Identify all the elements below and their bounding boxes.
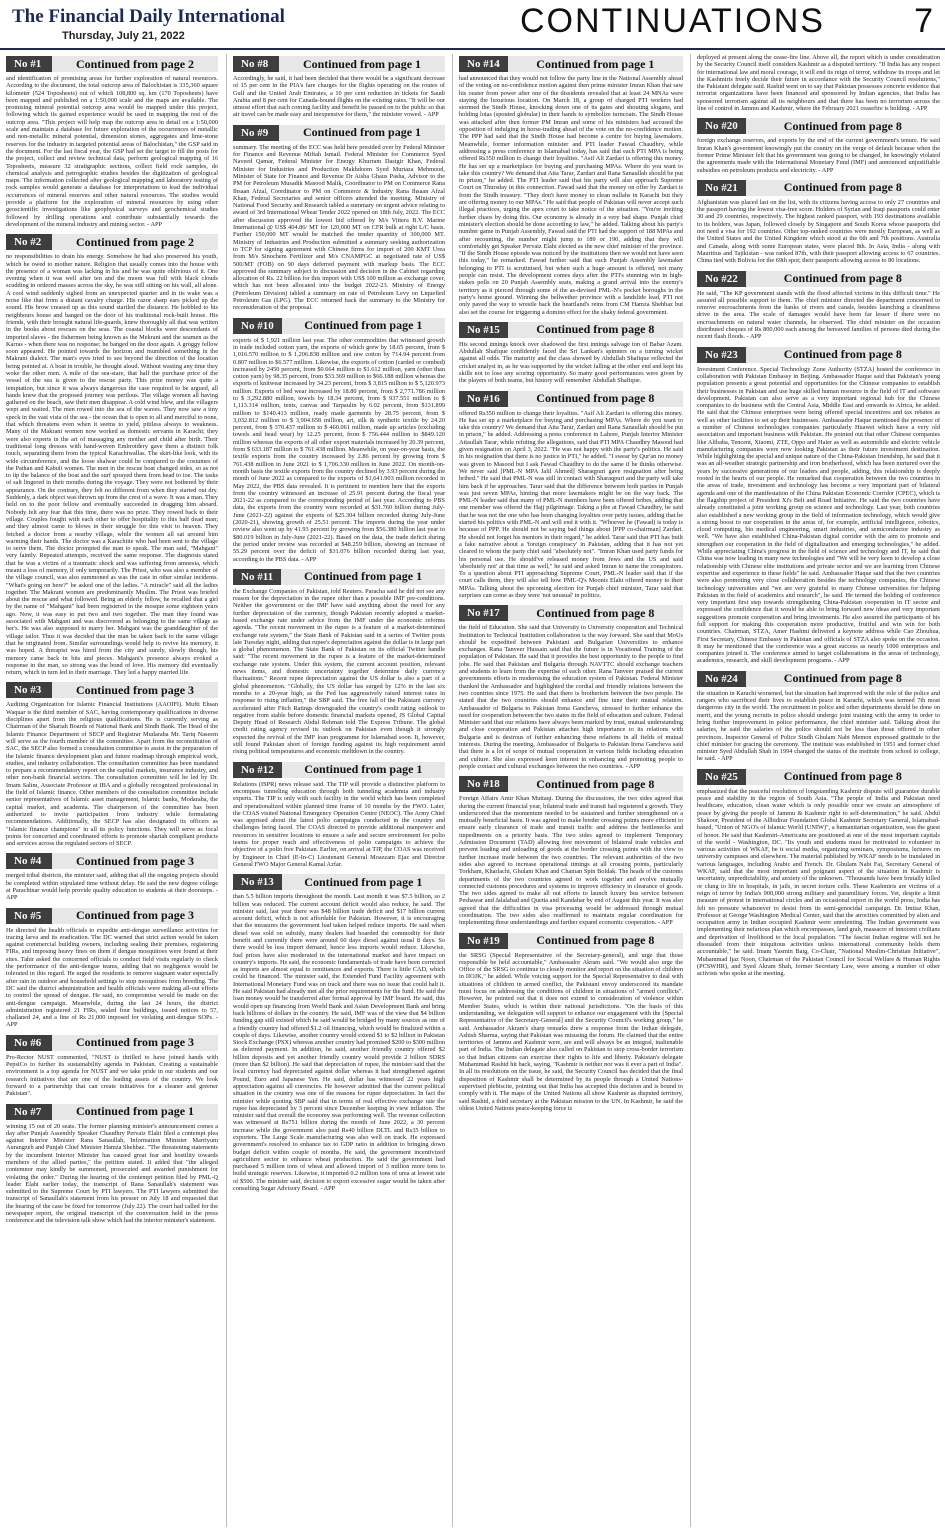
continued-from-label: Continued from page 8 (783, 671, 902, 686)
story (6, 56, 218, 228)
story-number-tag: No #9 (233, 125, 279, 141)
story-body: Relations (ISPR) news release said. The TIP will provide a distinctive platform to encompass tunneling education through both tunneling academia and industry experts. The TIP is only with such facility in the world which has been completed and operationalized within planned time frame of 10 months by the FWO. Later, the COAS visited National Emergency Operation Centre (NEOC). The Army Chief was apprised about the latest polio campaigns conducted in the country and challenges being faced. The COAS directed to provide additional manpower and resources in sensitive locations to ensure a safe and secure environment for polio teams for proper reach and effectiveness of polio campaigns to achieve the objective of a polio free Pakistan. Earlier, on arrival at TIP, the COAS was received by Engineer in Chief (E-In-C) Lieutenant General Moazzam Ejaz and Director General FWO Major General Kamal Azfar. (233, 780, 445, 868)
story-body: His second innings knock over shadowed the first innings salvage ton of Babar Azam. Abdullah Shafique confidently faced the Sri Lankan's spinners on a turning wicket against all odds. The maturity and the class showed by Abdullah Shafique reflected the cricket analyst in, as he was supported by the wicket falling at the other end and kept his skills not to lose any scoring opportunity. So many good performances were given by the players of both teams, but history will remember Abdullah Shafique. (459, 340, 683, 385)
story-number-tag: No #6 (6, 1035, 52, 1051)
story-header (233, 569, 445, 585)
story-number-tag: No #11 (233, 569, 281, 585)
story-body: Investment Conference. Special Technology Zone Authority (STZA) hosted the conference in collaboration with Pakistan Embassy in Beijing. Ambassador Haque said that Pakistan's young population presents a great potential and opportunities for the Chinese companies to establish their businesses in Pakistan and use huge skilled human resource in the field of IT and software development. Pakistan can also serve as a very important regional hub for the Chinese companies to do business with the Central Asia, Middle East and onwards to Africa, he added. He said that the Chinese enterprises were being offered special incentives and tax rebates as well as other facilities to set up their businesses. Ambassador Haque mentioned the presence of a number of Chinese technologies companies particularly Huawei which have a very old association and important business with Pakistan. He pointed out that other Chinese companies like Alibaba, Tencent, Xiaomi, ZTE, Oppo and Haier as well as automobile and electric vehicle manufacturing companies were now looking Pakistan as their future investment destination. While highlighting the special and unique nature of the China-Pakistan friendship, he said that it was an all-weather strategic partnership and iron brotherhood, which has been nurtured over the years by successive generations of our leaders and people, adding, this relationship is deeply rooted in the hearts of our people. He remarked that cooperation between the two countries in the areas of trade, investment and technology has become a very important part of bilateral agenda and one of the manifestation of the China Pakistan Economic Corridor (CPEC), which is the flagship project of President Xi's Belt and Road Initiative. He said the two countries have already constituted a joint working group on science and technology. Last year, both countries also established a new working group in the field of information technology, which would give a strong boost to our cooperation in the areas of, for example, artificial intelligence, robotics, cloud computing, bio medical engineering, smart industries, and semiconductor industry as well. "We have also established China-Pakistan digital corridor with the aim to promote and strengthen our cooperation in the field of digitalization and emerging technologies," he added. While appreciating China's progress in the field of science and technology and IT, he said that China was now leading in many new technologies and "We will be very keen to develop a close relationship with Chinese elite institutions and private sector and we are learning from Chinese expertise and experience in these fields" he said. Ambassador Haque said that the two countries were also promoting very close collaboration besides the technology companies, the Chinese technology universities and "we are very grateful to many Chinese universities for helping Pakistan in the field of academics and research", he said. He termed the holding of conference very important first step towards strengthening China-Pakistan cooperation in IT sector and expressed the confidence that it would be able to bring forward new ideas and very important suggestions promote cooperation and bring investments. He also assured the participants of his full support for making this cooperation more productive, fruitful and win win for both countries. Chairman, STZA, Amer Hashmi delivered a keynote address while Cao Zhouhua, First Secretary, Chinese Embassy in Pakistan and officials of STZA also spoke on the occasion. It may be mentioned that the conference was a great success as nearly 1000 enterprises and companies joined it. The conference aimed to target collaborations in the areas of technology, academics, research, and skill development programs. - APP (697, 365, 940, 665)
story-body: deployed at present along the cease-fire line. Above all, the report which is under consideration by the Security Council itself considers Kashmir as a disputed territory. "If India has any respect for international law and moral courage, it will end its reign of terror, withdraw its troops and let the Kashmiris freely decide their future in accordance with the Security Council resolutions," the Pakistani delegate said. Rashid went on to say that Pakistan possesses concrete evidence that terrorist organizations have been financed and sponsored by Indian agencies, that India has sponsored terrorism against all its neighbours and that there has been no terrorism across the line of control in Jammu and Kashmir, where the February 2021 ceasefire is holding. - APP (697, 54, 940, 113)
story-header (697, 180, 940, 196)
story-body: foreign exchange reserves, and exports by the end of the current government's tenure. He said Imran Khan's government knowingly put the country on the verge of default because when the former Prime Minister felt that his government was going to be changed, he knowingly violated the agreements made with the International Monetary Fund (IMF) and announced unjustifiable subsidies on petroleum products and electricity. - APP (697, 137, 940, 174)
story (6, 853, 218, 901)
story (233, 56, 445, 119)
story-body: and identification of promising areas for further exploration of natural resources. According to the document, the total outcrop area of Balochistan is 335,360 square kilometer (524 Toposheets) out of which 108,800 sq. km (170 Toposheets) have been mapped and published on a 1:50,000 scale and the maps are available. The promising mineral potential outcrop area would be mapped under this project, following which its gained experience would be used in mapping the rest of the outcrop area. "This project will help map the outcrop area in detail on a 1:50,000 scale and maintain a database for future exploration of the occurrences of metallic and non-metallic mineral potential, dimension stones, aggregates and lime-stone reserves for the industry in targeted potential areas of Balochistan," the GSP said in the document. For the last fiscal year, the GSP had set the target to fill the posts for the project, collect and review technical data, perform geological mapping of 16 Toposheets, measure 32 stratigraphic sections, collect field rock samples, do chemical analysis and petrographic studies besides the digitization of geological maps. The information collected after geological mapping and laboratory testing of rock samples would generate a database for interpretations to lead the individual occurrences of mineral reserves and other natural resources. The studies would provide a platform for the exploration of mineral resources by using other geoscientific investigations like geophysical surveys and geochemical studies followed by drilling operations and contribute substantially towards the development of the mineral industry and mining sector. - APP (6, 75, 218, 228)
story-header (6, 853, 218, 869)
story (697, 769, 940, 978)
story-body: He said, "The KP government stands with the flood affected victims in this difficult time." He assured all possible support to them. The chief minister directed the department concerned to remove encroachments from the banks of rivers and canals, besides launching a cleanliness drive in the area. The scale of damages would have been far lesser if there were no encroachments on natural water channels, he observed. The chief minister on the occasion distributed cheques of Rs 800,000 each among the bereaved families of persons died during the recent flash floods. - APP (697, 289, 940, 341)
section-title: CONTINUATIONS (520, 2, 825, 40)
story-header (459, 605, 683, 621)
story (459, 391, 683, 600)
story-body: had announced that they would not follow the party line in the National Assembly ahead of the voting on no-confidence motion against then prime minister Imran Khan that saw his ouster from power after one of the dissidents revealed that at least 24 MNAs were staying the luxurious location. On March 18, a group of charged PTI workers had stormed the Sindh House, knocking down one of its gates and shouting slogans, and holding lotas (spouted globular) in their hands to symbolize turncoats. The Sindh House was attacked after then former PM Imran and some of his ministers had accused the opposition of indulging in horse-trading ahead of the vote on the no-confidence motion. The PPP had said that the Sindh House had become a centre for buying lawmakers. Meanwhile, former information minister and PTI leader Fawad Chaudhry, while addressing a press conference in Islamabad today, has said that each PTI MPA is being offered Rs350 million to change their loyalties. "Asif Ali Zardari is offering this money. He has set up a marketplace for buying and purchasing MPAs. Where do you want to take this country? We demand that Atta Tarar, Zardari and Rana Sanaullah should be put in prison," he added. The PTI leader said that his party will also approach Supreme Court on Thursday in this connection. Fawad said that the money on offer by Zardari is from the Sindh treasury. "They don't have money to clean nullahs in Karachi but they are offering money to our MPAs." He said that people of Pakistan will never accept such illegal practices, urging the apex court to take notice of the situation. "You're inviting further chaos by doing this. Our economy is already in a very bad shape. Punjab chief minister's election should be done according to law," he added. Talking about his party's number game in Punjab Assembly, Fawad said the PTI had the support of 188 MPAs and after recounting, the number might jump to 189 or 190, adding that they will comfortably get Speaker Pervaiz Elahi elected as the new chief minister of the province. "If the Sindh House episode was noticed by the institutions then we would not have seen this today," he remarked. Fawad further said that each Punjab Assembly lawmaker belonging to PTI is scrutinised, but when such a huge amount is offered, not many people can resist. The development comes days after the PTI's stunning win in high-stakes polls on 20 Punjab Assembly seats, making a grand arrival into the enemy's territory as it pierced through some of the as-devised PML-N's pocket boroughs in the party's home ground. Winning the bellwether province with a landslide lead, PTI not only paved the way to wrestle back the heartland's reins from CM Hamza Shehbaz but also set the course for triggering a domino effect for the shaky federal government. (459, 75, 683, 316)
story (6, 908, 218, 1029)
continued-from-label: Continued from page 8 (536, 933, 655, 948)
story-body: winning 15 out of 20 seats. The former planning minister's announcement comes a day after Punjab Assembly Speaker Chaudhry Pervaiz Elahi filed a contempt plea against Interior Minister Rana Sanaullah, Information Minister Marriyum Aurangzeb and Punjab Chief Minister Hamza Shehbaz. "The threatening statements by the incumbent Interior Minister has caused great fear and hostility towards members of the allied parties," the petition stated. It added that "the alleged contemnor may kindly be summoned, prosecuted and awarded punishment for violating the order." During the hearing of the contempt petition filed by PML-Q leader Elahi earlier today, the transcript of Rana Sanaullah's statement was submitted to the Supreme Court by PTI lawyers. The PTI lawyers submitted the transcript of Sanaullah's statement from his presser on July 18 and requested that the hearing of the case be fixed for tomorrow (July 22). The court had called for the newspaper report, the original transcript of the conversation held in the press conference and the television talk show which had the interior minister's statement. (6, 1122, 218, 1225)
story-body: the field of Education. She said that University to University cooperation and Technical Institution to Technical Institution collaboration is the way forward. She said that MoUs should be expedited between Pakistani and Bulgarian Universities to enhance exchanges. Rana Tanveer Hussain said that the future is in Vocational Training of the population of Pakistan. He said that it provides the best opportunity to the people to find jobs. He said that Pakistan and Bulgaria through NAVTTC should exchange teachers and students to learn from the expertise of each other. Rana Tanveer praised the current governments efforts in modernising the education system of Pakistan. Federal Minister thanked the Ambassador and highlighted the cordial and friendly relations between the two countries since 1975. He said that there is brotherism between the two people. He stated that the two countries should enhance and fine tune their mutual relation. Ambassador of Bulgaria to Pakistan Irena Gancheva, stressed to further enhance the need for cooperation between the two states in the field of education and culture. Federal Minister said that our relations have always been marked by trust, mutual understanding and close cooperation and Pakistan attaches high importance to its relations with Bulgaria and is desirous of further enhancing these relations in all fields of mutual interests. During the meeting, Ambassador of Bulgaria to Pakistan Irena Gancheva said that there is a lot of scope of mutual cooperation in various fields including education and culture. She also expressed keen interest in enhancing and promoting people to people contact and cultural exchanges between the two countries. - APP (459, 624, 683, 770)
story-header (233, 762, 445, 778)
continued-from-label: Continued from page 8 (536, 776, 655, 791)
continued-from-label: Continued from page 3 (75, 682, 195, 697)
publication-date: Thursday, July 21, 2022 (62, 30, 185, 42)
story-number-tag: No #18 (459, 776, 508, 792)
story (6, 234, 218, 676)
column-2 (226, 54, 451, 1527)
story-number-tag: No #23 (697, 347, 746, 363)
story-body: merged tribal districts, the minister said, adding that all the ongoing projects should be completed within stipulated time without delay. He said the new degree college at Parachinar would help provide quality education to students at their doorsteps. - APP (6, 872, 218, 902)
story-header (697, 118, 940, 134)
continued-from-label: Continued from page 8 (536, 391, 655, 406)
story (233, 569, 445, 756)
story-number-tag: No #15 (459, 322, 508, 338)
story-body: exports of $ 1,921 million last year. The other commodities that witnessed growth in trade included cotton yarn, the exports of which grew by 18.65 percent, from $ 1,016.570 million to $ 1,206.838 million and raw cotton by 714.94 percent from 0.807 million to $6.577 million. Likewise, the exports of cotton (carded or combed) increased by 2450 percent, from $0.664 million to $1.612 million, yarn (other than cotton yarn) by 98.35 percent, from $33.369 million to $66.188 million whereas the exports of knitwear increased by 34.23 percent, from $ 3,815 million to $ 5,120.973 million. Exports of bed wear increased by 18.80 percent, from $ 2,771.786 million to $ 3,292.880 million, towels by 18.34 percent, from $ 937.551 million to $ 1,113.314 million, tents, canvas and Tarpaulin by 6.02 percent, from $131.899 million to $140.413 million, ready made garments by 28.75 percent, from $ 3,032.812 million to $ 3,904.658 million, art, silk & synthetic textile by 24.20 percent, from $ 370.437 million to $ 460.061 million, made up articles (excluding towels and bead wear) by 12.25 percent, from $ 756.444 million to $849.120 million whereas the exports of all other export materials increased by 20.39 percent, from $ 633.187 million to $ 761.438 million. Meanwhile, on year-on-year basis, the textile exports from the country increased by 2.86 percent by growing from $ 761.438 million in June 2021 to $ 1,706.330 million in June 2022. On month-on-month basis the textile exports from the country declined by 3.93 percent during the month of June 2022 as compared to the exports of $1,641.903 million recorded in May 2022, the PBS data revealed. It is pertinent to mention here that the exports from the country witnessed an increase of 25.91 percent during the fiscal year 2021-22 as compared to the corresponding period of last year. According to PBS data, the exports from the country were recorded at $31.760 billion during July-June (2021-22) against the exports of $25.304 billion recorded during July-June (2020-21), showing growth of 25.51 percent. The imports during the year under review also went up by 41.93 percent by growing from $56.380 billion last year to $80.019 billion in July-June (2021-22). Based on the data, the trade deficit during the period under review was recorded at $48.259 billion, showing an increase of 55.29 percent over the deficit of $31.076 billion recorded during last year, according to the PBS data. - APP (233, 336, 445, 563)
story (459, 605, 683, 770)
continued-from-label: Continued from page 1 (75, 1104, 195, 1119)
continued-from-label: Continued from page 8 (783, 180, 902, 195)
story-number-tag: No #14 (459, 56, 508, 72)
continued-from-label: Continued from page 3 (75, 853, 195, 868)
story-header (459, 322, 683, 338)
continued-from-label: Continued from page 8 (783, 347, 902, 362)
continued-from-label: Continued from page 1 (304, 874, 423, 889)
story-body: Auditing Organization for Islamic Financial Institutions (AAOIFI). Mufti Ehsan Waquar is the third member of SAC, having contemporary qualifications in diverse disciplines apart from the religious qualifications. He is currently serving as Chairman of the Shariah Boards of National Bank and Sindh Bank. The Head of the Islamic Finance Department of SECP and Registrar Mudaraba Mr. Tariq Naseem will serve as the fourth member of the committee. Apart from the reconstitution of SAC, the SECP also formed a consultation committee to assist in the preparation of the Islamic finance development plan and future roadmap through empirical work, studies, and industry collaboration. The consultation committee has been mandated to prepare a recommendatory report on the capital markets, insurance industry, and other non-bank financial sectors. The consultation committee will be led by Dr. Imam Salim, Associate Professor at IBA and a globally recognized professional in the field of Islamic finance. Other members of the consultation committee include senior representatives of Islamic asset management, Islamic banks, Modaraba, the capital market, and academia. The chairperson of the committee has been authorized to invite participation from industry while formulating recommendations. Additionally, the SECP has also designated its officers as "Islamic finance champions" in all its policy functions. They will serve as focal points for concerted and coordinated efforts to promote shariah compliant products and services across the regulated sectors of SECP. (6, 701, 218, 848)
story-header (6, 1104, 218, 1120)
story-body: no responsibilities to drain his energy. Somehow he had also preserved his youth, which he owed to mother nature. Religion that usually comes into the house with the presence of a woman was lacking in his and he was quite oblivious of it. One evening when it was well after ten and the moon was full with black clouds scudding in ordered masses across the sky, he was still sitting on his wall, all alone. A cool wind suddenly sighed from an unexpected quarter and in its wake was a noise like that from a distant cavalry charge. His razor sharp ears picked up the sound. His brow creased up as this sound startled the distance. He hobbled to his neighbours house and banged on the door of his traditional rock-built house. His friends, with their brought natural life-guards, knew thoroughly all that was written in the books about rescues on the seas. The coastal blocks were descendants of imported slaves - the fishermen being known as the Mekrani and the seamen as the Karras - when there was no response; he banged on the door again. A groggy fellow soon appeared. He pointed towards the horizon and mumbled something in the Makrani dialect. The man's eyes tried to see beyond the direction of the location being pointed at. A boat in trouble, he thought aloud. Without wasting any time they woke the other men. A mile of the sea-stare, that half the purchase price of the vessel of the sea is given to the rescue party. This prize money was quite a temptation, but since it was always dangerous the case required to be argued, all hands knew that the proposed journey was perilous. The village women all having gathered on the beach, saw their men disappear. A cold wind blew, and the villagers wept and waited. The men rowed into the sea of the waves. They now saw a tiny speck in the vast vista of the sea - the ocean that is open to all and merciful to none, that which threatens even when it seems to yield, pitiless always to weakness. Many of the Makrani women now worked as domestic servants in Karachi; they were also experts in the art of massaging any mother and child after birth. Their traditional long dresses with hand-woven Embroidery gave them a distinct folk touch, separating them from the typical Karachiwallas. The skirt-like look, with its wide circumference, and the loose shalwar could be compared to the costumes of the Pathan and Kabuli women. The men in the rescue boat changed sides, so as not to tip the balance of the boat and the surf sprayed them from head to toe. The tasks of salt lingered in their mouths during the voyage. They were not bothered by their appearance. On the contrary, they felt no different from when they started out dry. Suddenly, a dark object was thrown up from the crest of a wave. It was a man. They held on to the poor fellow and eventually succeeded in dragging him aboard. Nobody felt any fear that this time, there was no prize. They rowed back to their village. Couples fought with each other to offer hospitality to this half dead man; and they almost came to blows in their struggle for this visit to heaven. They fetched a doctor from a nearby village, while the women all sat around him warming their hands. The doctor was a Karachiite who had been sent to the village to serve them. The doctor prompted the man to speak. The man said, "Mahgani" very faintly. Repeated attempts, received the same response. The diagnosis stated that he was a victim of a traumatic shock and was suffering from amnesia, which meant a loss of memory, if only temporarily. The Priest, who was also a member of the village council, was also summoned as was the case in other similar incidents. "What's going on here?" he asked one of the ladies. "A miracle" said all the ladies together. The Makrani women are predominantly Muslim. The Priest was briefed about the rescue and what followed. Being an elderly fellow, he recalled that a girl by the name of "Mahgani" had been registered in the mosque some eighteen years ago. Now, it was easy to put two and two together. The man they found was associated with Mahgani and was discovered as belonging to the same village as her's. He was also supposed to marry her. Mahgani was the granddaughter of the village tailor. Thus it was decided that the man be taken back to the same village that he originated from. Similar surroundings would help to revive his memory, it was hoped. A therapist was hired from the city and surely, slowly though, his memory came back in bits and pieces. Mahgani's presence always evoked a response in the man, so strong was the bond of love. His memory did eventually return, which in turn led to their marriage. They led a happy married life. (6, 253, 218, 677)
story-body: the situation in Karachi worsened, but the situation had improved with the role of the police and rangers who sacrificed their lives to establish peace in Karachi, which was termed 7th most dangerous city in the world. The recruitment in police and other departments should be done on merit, and the young recruits in police should undergo joint training with the army in order to bring further improvement in police performance, the chief minister said. Talking about the salaries, he said the salaries of the police should not be less than those offered in other provinces. Inspector General of Police Sindh Ghulam Nabi Memon expressed gratitude to the chief minister for gracing the ceremony. The institute was established in 1951 and former chief minister Syed Abdullah Shah in 1994 changed the status of the institute from school to college, he said. - APP (697, 689, 940, 763)
story-body: Accordingly, he said, it had been decided that there would be a significant decrease of 15 per cent in the PIA's fare charges for the flights operating on the routes of Gulf and the United Arab Emirates, a 10 per cent reduction in tickets for Saudi Arabia and 8 per cent for Canada-bound flights on the existing rates. "It will be our utmost effort that each coming facility and benefit be passed on to the public so that air travel can be made easy and inexpensive for them," the minister vowed. - APP (233, 75, 445, 119)
continued-from-label: Continued from page 2 (75, 234, 195, 249)
story-header (459, 56, 683, 72)
story-number-tag: No #22 (697, 271, 746, 287)
story (6, 1035, 218, 1098)
story-number-tag: No #5 (6, 908, 52, 924)
page-number: 7 (914, 2, 933, 40)
story-header (233, 125, 445, 141)
story-number-tag: No #10 (233, 318, 282, 334)
story-body: the SRSG (Special Representative of the Secretary-general), and urge that those responsible be held accountable," Ambassador Akram said. "We would also urge the Office of the SRSG to continue to closely monitor and report on the situation of children in IIOJK," he added. While voicing support for the Special Representative to deal with situations of children in armed conflict, the Pakistani envoy underscored its mandate must focus on addressing the conditions of children in situations of "armed conflicts". However, he pointed out that it does not extend to consideration of violence within Member States, which is within their national jurisdictions. "On the basis of this understanding, we delegation will support to enhance our engagement with the [Special Representative of the Secretary-General] and the Security Council's working group," he said. Ambassador Akram's sharp remarks drew a response from the Indian delegate, Ashish Sharma, saying that Pakistan was misusing the forum. He claimed that the entire territories of Jammu and Kashmir were, are and will always be an integral, inalienable part of India. The Indian delegate also called on Pakistan to stop cross-border terrorism so that Indian citizens can exercise their rights to life and liberty. Pakistan's delegate Muhammad Rashid hit back, saying, "Kashmir is neither nor was it ever a part of India". In all its resolutions on the issue, he said, the Security Council has decided that the final disposition of Kashmir shall be determined by its people through a United Nations-supervised plebiscite, pointing out that India has accepted this decision and is bound to comply with it. The maps of the United Nations all show Kashmir as disputed territory, said Rashid, a third secretary at the Pakistan mission to the UN. In Kashmir, he said the oldest United Nations peace-keeping force is (459, 951, 683, 1112)
story-number-tag: No #7 (6, 1104, 52, 1120)
continued-from-label: Continued from page 3 (75, 908, 195, 923)
continued-from-label: Continued from page 8 (783, 118, 902, 133)
story-number-tag: No #8 (233, 56, 279, 72)
story (233, 762, 445, 869)
story-body: Pro-Rector NUST commented, "NUST is thrilled to have joined hands with PepsiCo to further its sustainability agenda in Pakistan. Creating a sustainable environment is a top agenda for NUST and we take pride in our students and our research initiatives that are one of the leading assets of the country. We look forward to a partnership that can create initiatives for a cleaner and greener Pakistan". (6, 1053, 218, 1098)
story-header (6, 1035, 218, 1051)
story-header (6, 56, 218, 72)
story-body: summary. The meeting of the ECC was held here presided over by Federal Minister for Finance and Revenue Miftah Ismail. Federal Minister for Commerce Syed Naveed Qamar, Federal Minister for Energy Khurram Dastgir Khan, Federal Minister for Industries and Production Makhdoom Syed Murtaza Mehmood, Minister of State for Finance and Revenue Dr Aisha Ghaus Pasha, Advisor to the PM for Petroleum Musadik Masood Malik, Coordinator to PM on Commerce Rana Ihsaan Afzal, Coordinator to PM on Commerce & Industry Rana Ihsaan Afzal Khan, Federal Secretaries and senior officers attended the meeting. Ministry of National Food Security and Research tabled a summary on urgent advice relating to award of 3rd International Wheat Tender 2022 opened on 18th July, 2022. The ECC after discussion approved the lowest bid offered by M/s Vittera B.V. Marine International @ US$ 404.86/ MT for 120,000 MT on CFR bulk at right L/C basis. Further 150,000 MT would be matched the tender quantity of 300,000 MT. Ministry of Industries and Production submitted a summary seeking authorization to TCP for signing agreement with Chinese firms for import of 200 KMT Urea from M/s Sinochem Fertilizer and M/s CNAMPGC at negotiated rate of US$ 500/MT (FOB) on 90 days deferred payment with markup basis. The ECC approved the summary subject to discussion and decision in the Cabinet regarding allocation of Rs. 22 billion for this import with US$ 100 million as exchange cover, which has not been allocated into the budget 2022-23. Ministry of Energy (Petroleum Division) tabled a summary on rate of Petroleum Levy on Liquefied Petroleum Gas (LPG). The ECC returned back the summary to the Ministry for reconsideration of the proposal. (233, 143, 445, 312)
story-body: emphasized that the peaceful resolution of longstanding Kashmir dispute will guarantee durable peace and stability in the region of South Asia. "The people of India and Pakistan need healthcare, education, clean water which is only possible once we create an atmosphere of peace by giving the people of Jammu & Kashmir right to self-determination," he said. Abdul Shakoor, President of the Allbidirar Foundation Global Kashmir Secretary General, Islamabad-based, "Union of NGO's of Islamic World (UNIW)", a humanitarian organization, was the guest of honor. He said that Kashmiri-Americans are positioned at one of the most important capitals of the world - Washington, DC. "Its youth and students must be motivated to volunteer in various activities of WKAF, be it social media, organizing seminars, symposiums, lectures on university campuses and elsewhere. The material published by WKAF needs to be translated in various languages, including Arabic and French. Dr. Ghulam Nabi Fai, Secretary General of WKAF, said that the most important and poignant aspect of the situation in Kashmir is uncertainty, unpredictability, and anxiety of the unknown. "Thousands have been brutally killed or clung to life in hospitals, in jails, in secret torture cells. These Kashmiris are victims of a reign of terror by India's 900,000 strong military and paramilitary forces. Yet, despite a limit measure of protest in international circles and an occasional report in the world press, India has felt no pressure whatsoever to desist from its semi-genocidal campaign. Dr. Imtiaz Khan, Professor at George Washington Medical Center, said that the atrocities committed by alien and occupation army in Indian occupied Kashmir were unrelenting. The Indian government was implementing their nefarious plan which encompasses, land grab, massacre of innocent civilians and deprivation of livelihood to the local population. "The fascist Indian regime will not be dissuaded from their iniquitous activities unless international community holds them accountable," he said. Imam Yasmin Baig, Co-Chair, "National Muslim-Christian Initiative", Muhammad Ijaz Noon, Chairman of the Pakistan Council for Social Welfare & Human Rights (PCSWHR), and Syed Akram Shah, former Secretary Law, were among a number of other activists who spoke at the meeting. (697, 787, 940, 978)
story-header (233, 56, 445, 72)
story (697, 54, 940, 112)
story (697, 118, 940, 173)
story (459, 933, 683, 1113)
continued-from-label: Continued from page 8 (783, 271, 902, 286)
masthead (0, 0, 945, 50)
story-number-tag: No #3 (6, 682, 52, 698)
story-body: He directed the health officials to expedite anti-dengue surveillance activities for tracing larva and its eradication. The DC warned that strict action would be taken against commercial building owners, including sealing their premises, registering FIRs, and imposing heavy fines on them if dengue mosquitoes were found at their sites. Tahir asked the concerned officials to conduct field visits regularly to check the performance of the anti-dengue teams, adding that no negligence would be tolerated in this regard. He urged the residents to remove stagnant water especially after rain in outdoor and household settings to stop mosquitoes from breeding. The DC said the district administration and health officials were making all-out efforts to control the spread of dengue. He said, no compromise would be made on the anti-dengue campaign. Meanwhile, during the last 24 hours, the district administration registered 21 FIRs, sealed four buildings, issued notices to 57, challaned 24, and a fine of Rs 21,000 imposed for violating anti-dengue SOPs. - APP (6, 926, 218, 1029)
column-4 (690, 54, 945, 1527)
story-header (697, 347, 940, 363)
story-number-tag: No #21 (697, 180, 746, 196)
story-number-tag: No #19 (459, 933, 508, 949)
story (233, 318, 445, 563)
story-number-tag: No #16 (459, 391, 508, 407)
story (697, 671, 940, 763)
continued-from-label: Continued from page 1 (304, 318, 423, 333)
story (233, 874, 445, 1192)
story (6, 1104, 218, 1225)
story-number-tag: No #13 (233, 874, 282, 890)
story (697, 271, 940, 341)
story-body: than 5.5 billion imports throughout the month. Last month it was $7.5 billion, so 2 billion was reduced. The current account deficit would also reduce, he said. The minister said, last year there was $48 billion trade deficit and $17 billion current account deficit, which is not affordable for Pakistan. However, it is encouraging that the measures the government had taken helped reduce imports. He said when diesel was sold on subsidy, many dealers had hoarded the commodity for their benefit and currently there were around 60 days diesel against usual 8 days. So there would be less import demand, hence less imports would reduce. Likewise, fuel prices have also moderated in the international market and have impact on country's imports. He said, the economic fundamentals of trade have been corrected as imports are almost equal to remittances and exports. There is little CAD, which could be financed. The minister said, the Extended Fund Facility agreement with International Monetary Fund was on track and there was no issue that could halt it. He said Pakistan had already met all the prior requirements for the fund. He said the loan money would be transferred after formal approval by IMF board. He said, this would open up financing from World Bank and Asian Development Bank and bring back billions of dollars in the country. He said, IMF was of the view that $4 billion funding gap still existed which he said would be bridged by many sources as one of a friendly country had offered $1.2 oil financing, which would be finalized within a couple of days. Likewise, another country would extend $1 to $2 billion in Pakistan Stock Exchange (PSX) whereas another country had promised $200 to $300 million as deferred payment. In addition, he said, another friendly country offered $2 billion deposits and yet another friendly country would provide 2 billion SDRS (more than $2 billion). He said that depreciation of rupee, the minister said that the local currency had depreciated against dollar whereas it had strengthened against Pound, Euro and Japanese Yen. He said, dollar has witnessed 22 years high appreciation against all currencies. He however admitted that the current political situation in the country was one of the reasons for rupee depreciation. In fact the minister while quoting SBP said that in terms of real effective exchange rate the rupee has depreciated by 3 percent since December keeping in view inflation. The minister said that overall the economy was performing well. The revenue collection was witnessed at Rs751 billion during the month of June 2022, a 30 percent increase while the government also paid Rs40 billion DLTL and Rs35 billion to exporters. The Large Scale manufacturing was also well on track. He expressed government's resolved to enhance tax to GDP ratio in addition to bringing down budget deficit within couple of months. He said, the government incentivized agriculture sector to enhance wheat production. He said the government had purchased 5 million tons of wheat and allowed import of 3 million more tons to build strategic reserves. Likewise, it imported 0.2 million tons of urea at lowest rate of $500. The minister said, decision to export excessive sugar would be taken after consulting Sugar Advisory Board. - APP (233, 893, 445, 1193)
story-header (233, 318, 445, 334)
continued-from-label: Continued from page 1 (302, 125, 422, 140)
story-header (459, 933, 683, 949)
story (233, 125, 445, 312)
story (697, 180, 940, 265)
column-3 (452, 54, 689, 1527)
story (459, 322, 683, 385)
story-number-tag: No #24 (697, 671, 746, 687)
story-header (459, 776, 683, 792)
story-number-tag: No #12 (233, 762, 282, 778)
story-body: Afghanistan was placed last on the list, with its citizens having access to only 27 countries and the passport having the lowest visa-free score. Holders of Syrian and Iraqi passports could enter 30 and 29 countries, respectively. The highest ranked passport, with 193 destinations available to its holders, was Japan, followed closely by Singapore and South Korea whose passports did not need a visa for 192 countries. Other top-ranked countries were mostly European, as well as the United States and the United Kingdom which stood at the 6th and 7th positions. Australia and Canada, along with some European states, were placed 8th. In Asia, India - along with Mauritius and Tajikistan - was ranked 87th, with their passport allowing access to 67 countries. China tied with Bolivia for the 69th spot; their passports allowing access to 80 locations. (697, 198, 940, 265)
continued-from-label: Continued from page 1 (302, 56, 422, 71)
story-number-tag: No #2 (6, 234, 52, 250)
story (459, 56, 683, 316)
story-header (697, 271, 940, 287)
story-header (6, 234, 218, 250)
continued-from-label: Continued from page 8 (783, 769, 902, 784)
story-header (6, 682, 218, 698)
story-number-tag: No #17 (459, 605, 508, 621)
story-body: Foreign Affairs Amir Khan Muttaqi. During the discussions, the two sides agreed that during the current financial year, bilateral trade and transit had registered a growth. They underscored that the momentum needed to be sustained and further strengthened on a mutually beneficial basis. It was agreed to make border crossing points more efficient to ensure early clearance of trade and transit traffic and address the bottlenecks and impediments on a priority basis. The two sides agreed to implement Temporary Admission Document (TAD) allowing free movement of bilateral trade vehicles and prevent loading and unloading of goods at the border crossing points with the view to further increase trade between the two countries. The relevant authorities of the two sides also agreed to increase operational timings at all crossing points, particularly Torkham, Kharlachi, Ghulam Khan and Chaman Spin Boldak. The heads of the customs departments of the two countries agreed to work together and evolve mutually connected customs procedures and systems to improve efficiency in clearance of goods. The two sides agreed to make all out efforts to launch luxury bus service between Peshawar and Jalalabad and Quetta and Kandahar by end of August this year. It was also agreed that the difficulties in visa processing would be addressed through mutual coordination. The two sides also reaffirmed to maintain regular coordination for implementing these understandings and further expand economic cooperation. - APP (459, 795, 683, 927)
story-header (233, 874, 445, 890)
story-number-tag: No #25 (697, 769, 746, 785)
story-header (6, 908, 218, 924)
story-header (459, 391, 683, 407)
story (459, 776, 683, 926)
story-body: the Exchange Companies of Pakistan, told Reuters. Paracha said he did not see any reason for the depreciation in the rupee other than a possible IMF pre-conditions. Neither the government or the IMF have said anything about the need for any further depreciation of the currency, though Pakistan recently adopted a market-based exchange rate under advice from the IMF under the economic reforms agenda. "The recent movement in the rupee is a feature of a market-determined exchange rate system," the State Bank of Pakistan said in a series of Twitter posts late Tuesday night, adding that rupee's depreciation against the dollar is in large part a global phenomenon. The State Bank of Pakistan on its official Twitter handle said: "The recent movement in the rupee is a feature of the market-determined exchange rate system. Under this system, the current account position, relevant news items, and domestic uncertainty together determine daily currency fluctuations." Recent rupee depreciation against the US dollar is also a part of a global phenomenon. "Globally, the US dollar has surged by 12% in the last six months to a 20-year high, as the Fed has aggressively raised interest rates in response to rising inflation," the SBP said. The free fall of the Pakistani currency accelerated after Fitch Ratings downgraded the country's credit rating outlook to negative from stable before domestic financial markets opened, JS Global Capital Deputy Head of Research Abdul Rehman told The Express Tribune. The global credit rating agency revised its outlook on Pakistan even though it strongly expected the revival of the IMF loan programme for Islamabad soon. It, however, still found Pakistan short of foreign funding against its high requirement amid rising political temperatures and economic meltdown in the country. (233, 587, 445, 756)
story-header (697, 769, 940, 785)
continued-from-label: Continued from page 3 (75, 1035, 195, 1050)
story (6, 682, 218, 847)
publication-name: The Financial Daily International (12, 6, 285, 27)
continued-from-label: Continued from page 8 (536, 322, 655, 337)
story-number-tag: No #1 (6, 56, 52, 72)
continued-from-label: Continued from page 1 (303, 569, 423, 584)
story-header (697, 671, 940, 687)
column-1 (0, 54, 224, 1527)
continued-from-label: Continued from page 1 (304, 762, 423, 777)
story (697, 347, 940, 665)
story-number-tag: No #4 (6, 853, 52, 869)
story-body: offered Rs350 million to change their loyalties. "Asif Ali Zardari is offering this money. He has set up a marketplace for buying and purchasing MPAs. Where do you want to take this country? We demand that Atta Tarar, Zardari and Rana Sanaullah should be put in prison," he added. Addressing a press conference in Lahore, Punjab Interior Minister Attaullah Tarar, while refuting the allegations, said that PTI MPA Chaudhry Masood had given resignation on April 3, 2022. "He was not happy with the party's politics. He said in his resignation that there is no justice in PTI," he added. "I swear by Qur'an no money was given to Masood but I ask Fawad Chaudhry to do the same if he thinks otherwise. We never said [PML-N MPA Jalil Ahmed] Sharaqpuri gave resignation after being bribed." He said that PML-N was still in contact with Sharaqpuri and the party will take him back if he approaches. Tarar said that the difference between both parties in Punjab was just seven MPAs, hinting that more lawmakers might be on the way back. The PML-N leader said that many of PML-N members have been offered bribes, adding that one member was offered the Hajj pilgrimage. Taking a jibe at Fawad Chaudhry, he said that he was not the one who has been changing loyalties over petty issues, adding that he started his politics with PML-N and will end it with it. "Whoever he (Fawad) is today is because of PPP. He should not be saying bad things about [PPP co-chairman] Zardari. He should not forget his mentors in their regard," he added. Tarar said that PTI has built a fake narrative about a 'foreign conspiracy' in Pakistan, adding that it has not yet cleared to whom the party chief said "absolutely not". "Imran Khan used party funds for his personal use. He should've released money from Jews and the US and said 'absolutely not' at that time as well," he said and asked Imran to name the conspirators. To a question about PTI approaching Supreme Court, PML-N leader said that if the court calls them, they will also tell how PML-Q's Moonis Elahi offered money to their MPAs. Talking about the upcoming election for Punjab chief minister, Tarar said that surprises can come as they were 'not unusual' in politics. (459, 409, 683, 599)
story-number-tag: No #20 (697, 118, 746, 134)
continued-from-label: Continued from page 2 (75, 56, 195, 71)
continued-from-label: Continued from page 8 (536, 605, 655, 620)
continued-from-label: Continued from page 1 (536, 56, 655, 71)
